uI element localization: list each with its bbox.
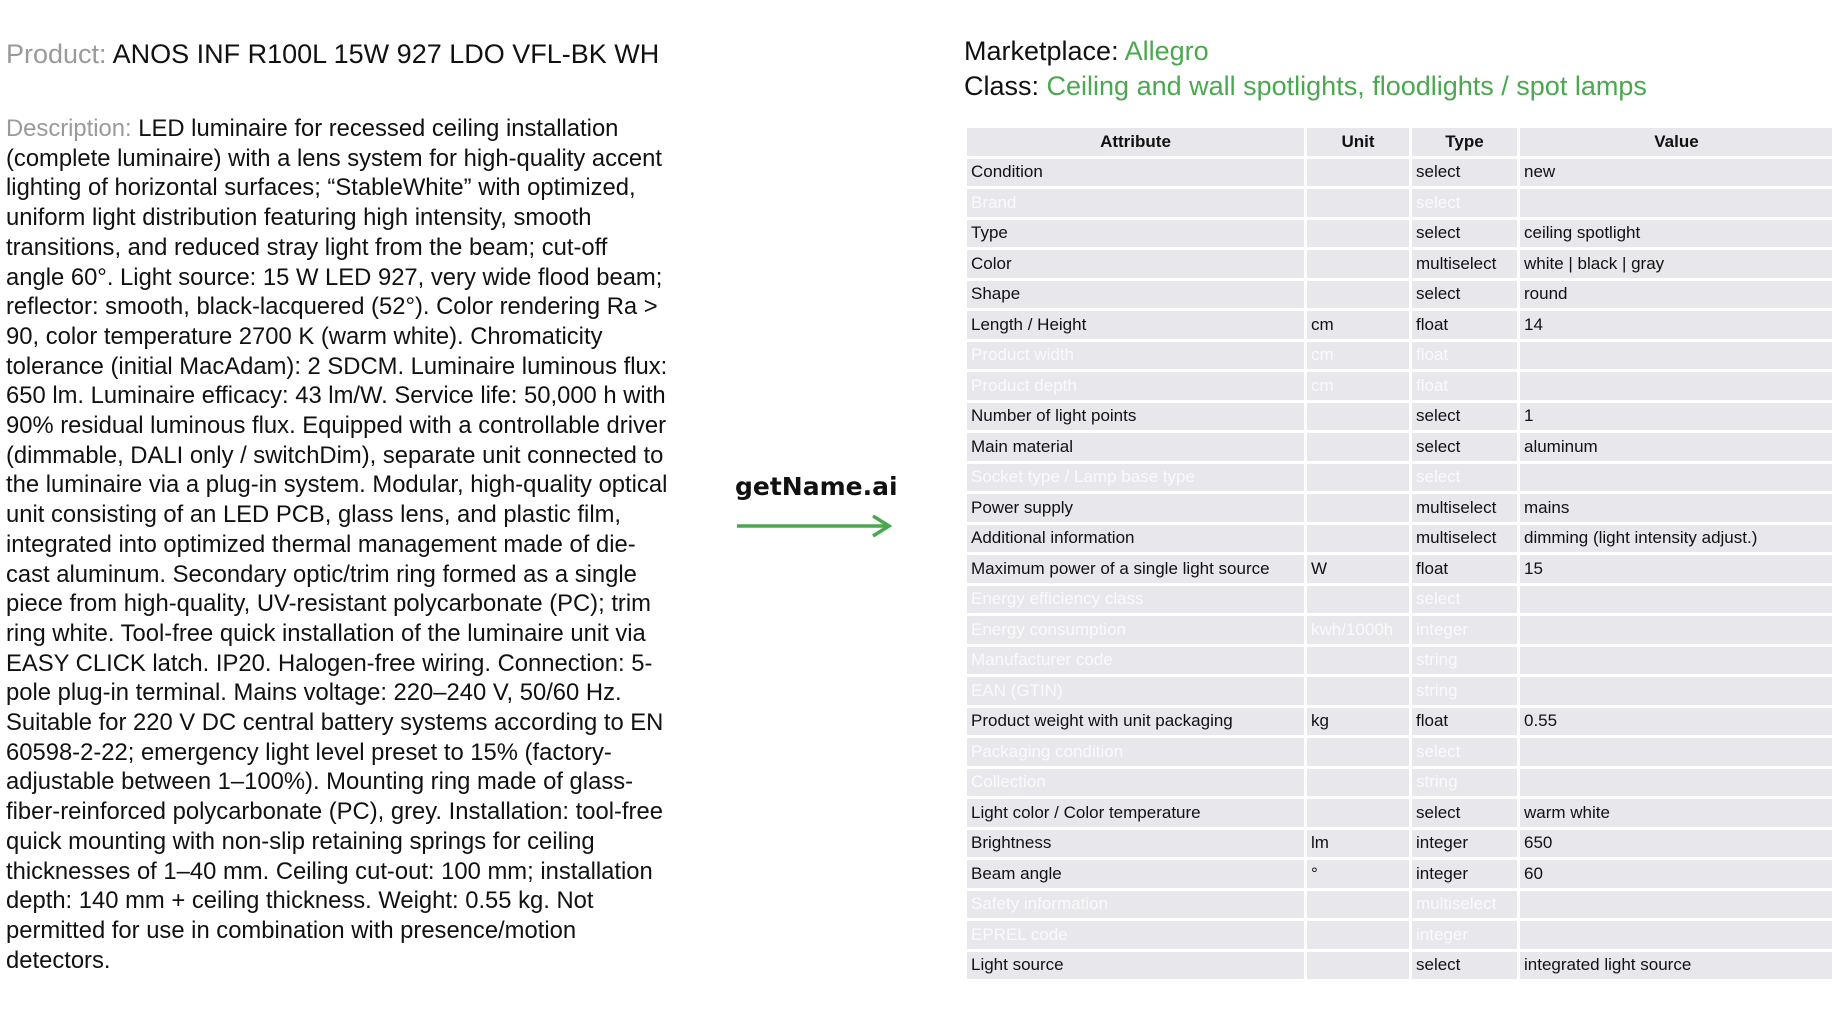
table-row (967, 403, 1832, 431)
type-cell: multiselect (1412, 891, 1517, 919)
description-text: LED luminaire for recessed ceiling installation (complete luminaire) with a lens system for high-quality accent lighting of horizontal surfaces; “StableWhite” with optimized, uniform light distribution featuring high intensity, smooth transitions, and reduced stray light from the beam; cut-off angle 60°. Light source: 15 W LED 927, very wide flood beam; reflector: smooth, black-lacquered (52°). Color rendering Ra > 90, color temperature 2700 K (warm white). Chromaticity tolerance (initial MacAdam): 2 SDCM. Luminaire luminous flux: 650 lm. Luminaire efficacy: 43 lm/W. Service life: 50,000 h with 90% residual luminous flux. Equipped with a controllable driver (dimmable, DALI only / switchDim), separate unit connected to the luminaire via a plug-in system. Modular, high-quality optical unit consisting of an LED PCB, glass lens, and plastic film, integrated into optimized thermal management made of die-cast aluminum. Secondary optic/trim ring formed as a single piece from high-quality, UV-resistant polycarbonate (PC); trim ring white. Tool-free quick installation of the luminaire unit via EASY CLICK latch. IP20. Halogen-free wiring. Connection: 5-pole plug-in terminal. Mains voltage: 220–240 V, 50/60 Hz. Suitable for 220 V DC central battery systems according to EN 60598-2-22; emergency light level preset to 15% (factory-adjustable between 1–100%). Mounting ring made of glass-fiber-reinforced polycarbonate (PC), grey. Installation: tool-free quick mounting with non-slip retaining springs for ceiling thicknesses of 1–40 mm. Ceiling cut-out: 100 mm; installation depth: 140 mm + ceiling thickness. Weight: 0.55 kg. Not permitted for use in combination with presence/motion detectors. (6, 115, 668, 974)
type-cell: string (1412, 769, 1517, 797)
attribute-cell: Energy efficiency class (967, 586, 1304, 614)
product-panel (6, 36, 671, 975)
table-row (967, 250, 1832, 278)
value-cell: 14 (1520, 311, 1832, 339)
type-cell: string (1412, 647, 1517, 675)
type-cell: integer (1412, 860, 1517, 888)
value-cell: 0.55 (1520, 708, 1832, 736)
table-row (967, 860, 1832, 888)
value-cell: 650 (1520, 830, 1832, 858)
table-header-row (967, 128, 1832, 156)
class-label: Class: (964, 71, 1040, 101)
value-cell: aluminum (1520, 433, 1832, 461)
attribute-cell: Packaging condition (967, 738, 1304, 766)
table-row (967, 555, 1832, 583)
unit-cell (1307, 738, 1409, 766)
value-cell (1520, 616, 1832, 644)
attribute-cell: Shape (967, 281, 1304, 309)
attribute-cell: Power supply (967, 494, 1304, 522)
unit-cell (1307, 403, 1409, 431)
unit-cell (1307, 586, 1409, 614)
unit-cell (1307, 189, 1409, 217)
unit-cell: lm (1307, 830, 1409, 858)
type-cell: multiselect (1412, 525, 1517, 553)
table-row (967, 311, 1832, 339)
unit-cell: W (1307, 555, 1409, 583)
type-cell: select (1412, 433, 1517, 461)
attribute-cell: Color (967, 250, 1304, 278)
value-cell (1520, 464, 1832, 492)
table-row (967, 830, 1832, 858)
table-row (967, 189, 1832, 217)
attribute-cell: Light color / Color temperature (967, 799, 1304, 827)
value-cell: dimming (light intensity adjust.) (1520, 525, 1832, 553)
unit-cell (1307, 250, 1409, 278)
unit-cell (1307, 952, 1409, 980)
value-cell (1520, 586, 1832, 614)
table-row (967, 799, 1832, 827)
marketplace-label: Marketplace: (964, 36, 1119, 66)
attribute-cell: Maximum power of a single light source (967, 555, 1304, 583)
value-cell: 60 (1520, 860, 1832, 888)
table-row (967, 586, 1832, 614)
value-cell: white | black | gray (1520, 250, 1832, 278)
table-row (967, 372, 1832, 400)
attribute-cell: Energy consumption (967, 616, 1304, 644)
unit-cell (1307, 769, 1409, 797)
type-cell: select (1412, 464, 1517, 492)
unit-cell (1307, 677, 1409, 705)
attribute-cell: Product depth (967, 372, 1304, 400)
attribute-cell: Manufacturer code (967, 647, 1304, 675)
type-cell: float (1412, 555, 1517, 583)
table-row (967, 525, 1832, 553)
value-cell (1520, 921, 1832, 949)
type-cell: float (1412, 372, 1517, 400)
type-cell: select (1412, 799, 1517, 827)
attribute-cell: EPREL code (967, 921, 1304, 949)
value-cell (1520, 677, 1832, 705)
value-cell: round (1520, 281, 1832, 309)
value-cell: integrated light source (1520, 952, 1832, 980)
type-cell: float (1412, 311, 1517, 339)
value-cell (1520, 372, 1832, 400)
unit-cell (1307, 891, 1409, 919)
attribute-cell: Main material (967, 433, 1304, 461)
table-row (967, 769, 1832, 797)
attribute-cell: Light source (967, 952, 1304, 980)
type-cell: integer (1412, 830, 1517, 858)
unit-cell: ° (1307, 860, 1409, 888)
unit-cell: kg (1307, 708, 1409, 736)
table-row (967, 921, 1832, 949)
value-cell (1520, 738, 1832, 766)
table-row (967, 647, 1832, 675)
table-row (967, 281, 1832, 309)
value-cell: mains (1520, 494, 1832, 522)
table-row (967, 433, 1832, 461)
attribute-cell: Product weight with unit packaging (967, 708, 1304, 736)
unit-cell (1307, 647, 1409, 675)
unit-cell: cm (1307, 342, 1409, 370)
attribute-cell: Brand (967, 189, 1304, 217)
product-label: Product: (6, 39, 107, 69)
unit-cell (1307, 433, 1409, 461)
table-row (967, 616, 1832, 644)
attribute-cell: Condition (967, 159, 1304, 187)
product-line (6, 36, 671, 72)
type-cell: integer (1412, 921, 1517, 949)
table-row (967, 708, 1832, 736)
type-cell: multiselect (1412, 250, 1517, 278)
attribute-cell: Number of light points (967, 403, 1304, 431)
value-cell: 1 (1520, 403, 1832, 431)
value-cell: ceiling spotlight (1520, 220, 1832, 248)
header-attribute: Attribute (967, 128, 1304, 156)
right-arrow-icon (735, 513, 895, 539)
unit-cell: kwh/1000h (1307, 616, 1409, 644)
type-cell: select (1412, 220, 1517, 248)
unit-cell (1307, 494, 1409, 522)
type-cell: float (1412, 342, 1517, 370)
attribute-cell: EAN (GTIN) (967, 677, 1304, 705)
table-row (967, 952, 1832, 980)
value-cell: 15 (1520, 555, 1832, 583)
header-type: Type (1412, 128, 1517, 156)
transform-indicator (735, 472, 900, 539)
product-name: ANOS INF R100L 15W 927 LDO VFL-BK WH (112, 39, 660, 69)
type-cell: integer (1412, 616, 1517, 644)
type-cell: select (1412, 189, 1517, 217)
marketplace-line (964, 34, 1832, 69)
unit-cell: cm (1307, 372, 1409, 400)
attribute-cell: Type (967, 220, 1304, 248)
unit-cell (1307, 220, 1409, 248)
type-cell: select (1412, 586, 1517, 614)
value-cell (1520, 342, 1832, 370)
type-cell: select (1412, 159, 1517, 187)
classification-header (964, 34, 1832, 104)
class-value: Ceiling and wall spotlights, floodlights / spot lamps (1046, 71, 1647, 101)
attribute-cell: Product width (967, 342, 1304, 370)
type-cell: select (1412, 952, 1517, 980)
unit-cell (1307, 281, 1409, 309)
attribute-cell: Socket type / Lamp base type (967, 464, 1304, 492)
unit-cell (1307, 159, 1409, 187)
unit-cell (1307, 921, 1409, 949)
attributes-table (964, 125, 1832, 982)
value-cell (1520, 769, 1832, 797)
description-label: Description: (6, 115, 132, 142)
type-cell: float (1412, 708, 1517, 736)
attribute-cell: Brightness (967, 830, 1304, 858)
class-line (964, 69, 1832, 104)
type-cell: select (1412, 281, 1517, 309)
table-row (967, 159, 1832, 187)
attribute-cell: Collection (967, 769, 1304, 797)
value-cell (1520, 647, 1832, 675)
table-row (967, 677, 1832, 705)
header-unit: Unit (1307, 128, 1409, 156)
attribute-cell: Beam angle (967, 860, 1304, 888)
value-cell: new (1520, 159, 1832, 187)
type-cell: multiselect (1412, 494, 1517, 522)
type-cell: string (1412, 677, 1517, 705)
table-row (967, 342, 1832, 370)
type-cell: select (1412, 738, 1517, 766)
table-row (967, 891, 1832, 919)
description (6, 114, 671, 975)
marketplace-value: Allegro (1124, 36, 1209, 66)
brand-name: getName.ai (735, 472, 898, 501)
value-cell (1520, 189, 1832, 217)
unit-cell (1307, 799, 1409, 827)
table-row (967, 494, 1832, 522)
attribute-cell: Safety information (967, 891, 1304, 919)
header-value: Value (1520, 128, 1832, 156)
unit-cell (1307, 525, 1409, 553)
attribute-cell: Length / Height (967, 311, 1304, 339)
value-cell (1520, 891, 1832, 919)
value-cell: warm white (1520, 799, 1832, 827)
table-row (967, 738, 1832, 766)
unit-cell (1307, 464, 1409, 492)
table-row (967, 464, 1832, 492)
attribute-cell: Additional information (967, 525, 1304, 553)
type-cell: select (1412, 403, 1517, 431)
unit-cell: cm (1307, 311, 1409, 339)
table-row (967, 220, 1832, 248)
